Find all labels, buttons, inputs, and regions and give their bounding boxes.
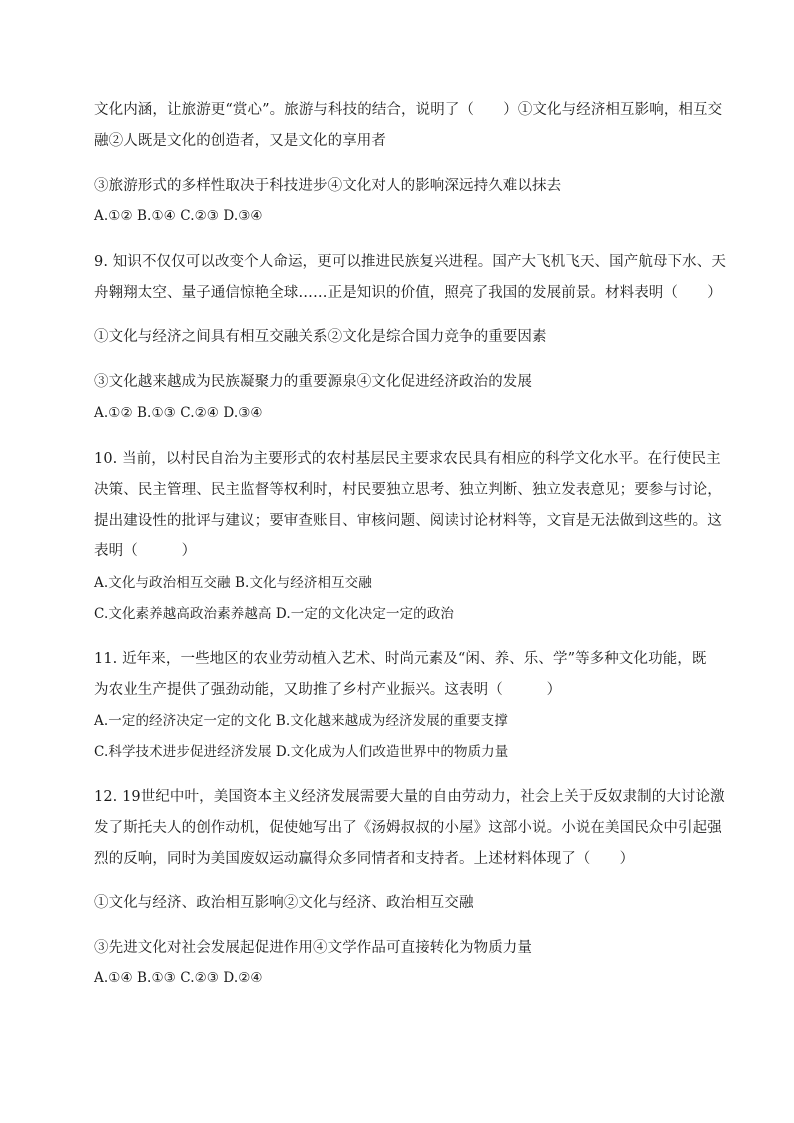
q12-stem-line-1: 12. 19世纪中叶，美国资本主义经济发展需要大量的自由劳动力，社会上关于反奴隶制的大讨论激 <box>94 789 725 805</box>
q12-stem-line-3: 烈的反响，同时为美国废奴运动赢得众多同情者和支持者。上述材料体现了（ ） <box>94 851 635 867</box>
q11-stem-line-2: 为农业生产提供了强劲动能，又助推了乡村产业振兴。这表明（ ） <box>94 682 562 698</box>
q8-statements: ③旅游形式的多样性取决于科技进步④文化对人的影响深远持久难以抹去 <box>94 178 562 194</box>
q9-options: A.①② B.①③ C.②④ D.③④ <box>94 405 263 421</box>
q10-stem-line-2: 决策、民主管理、民主监督等权利时，村民要独立思考、独立判断、独立发表意见；要参与讨论， <box>94 482 722 498</box>
q9-stem-line-1: 9. 知识不仅仅可以改变个人命运，更可以推进民族复兴进程。国产大飞机飞天、国产航母下水、天 <box>94 254 726 270</box>
q9-statements-1: ①文化与经济之间具有相互交融关系②文化是综合国力竞争的重要因素 <box>94 329 547 345</box>
q12-options: A.①④ B.①③ C.②③ D.②④ <box>94 970 263 986</box>
q11-options-cd: C.科学技术进步促进经济发展 D.文化成为人们改造世界中的物质力量 <box>94 744 509 760</box>
q10-options-cd: C.文化素养越高政治素养越高 D.一定的文化决定一定的政治 <box>94 606 454 622</box>
q10-stem-line-3: 提出建设性的批评与建议；要审查账目、审核问题、阅读讨论材料等，文盲是无法做到这些的。这 <box>94 513 722 529</box>
q8-stem-line-2: 融②人既是文化的创造者，又是文化的享用者 <box>94 133 386 149</box>
q10-stem-line-4: 表明（ ） <box>94 543 197 559</box>
q11-options-ab: A.一定的经济决定一定的文化 B.文化越来越成为经济发展的重要支撑 <box>94 713 508 729</box>
q12-statements-1: ①文化与经济、政治相互影响②文化与经济、政治相互交融 <box>94 895 474 911</box>
q9-statements-2: ③文化越来越成为民族凝聚力的重要源泉④文化促进经济政治的发展 <box>94 374 532 390</box>
q11-stem-line-1: 11. 近年来，一些地区的农业劳动植入艺术、时尚元素及“闲、养、乐、学”等多种文化功能，既 <box>94 651 707 667</box>
q12-stem-line-2: 发了斯托夫人的创作动机，促使她写出了《汤姆叔叔的小屋》这部小说。小说在美国民众中引起强 <box>94 820 722 836</box>
q10-stem-line-1: 10. 当前，以村民自治为主要形式的农村基层民主要求农民具有相应的科学文化水平。在行使民主 <box>94 451 721 467</box>
q8-stem-line-1: 文化内涵，让旅游更“赏心”。旅游与科技的结合，说明了（ ）①文化与经济相互影响，相互交 <box>94 102 723 118</box>
q9-stem-line-2: 舟翱翔太空、量子通信惊艳全球……正是知识的价值，照亮了我国的发展前景。材料表明（ ） <box>94 285 722 301</box>
q12-statements-2: ③先进文化对社会发展起促进作用④文学作品可直接转化为物质力量 <box>94 940 532 956</box>
q8-options: A.①② B.①④ C.②③ D.③④ <box>94 208 263 224</box>
q10-options-ab: A.文化与政治相互交融 B.文化与经济相互交融 <box>94 575 372 591</box>
